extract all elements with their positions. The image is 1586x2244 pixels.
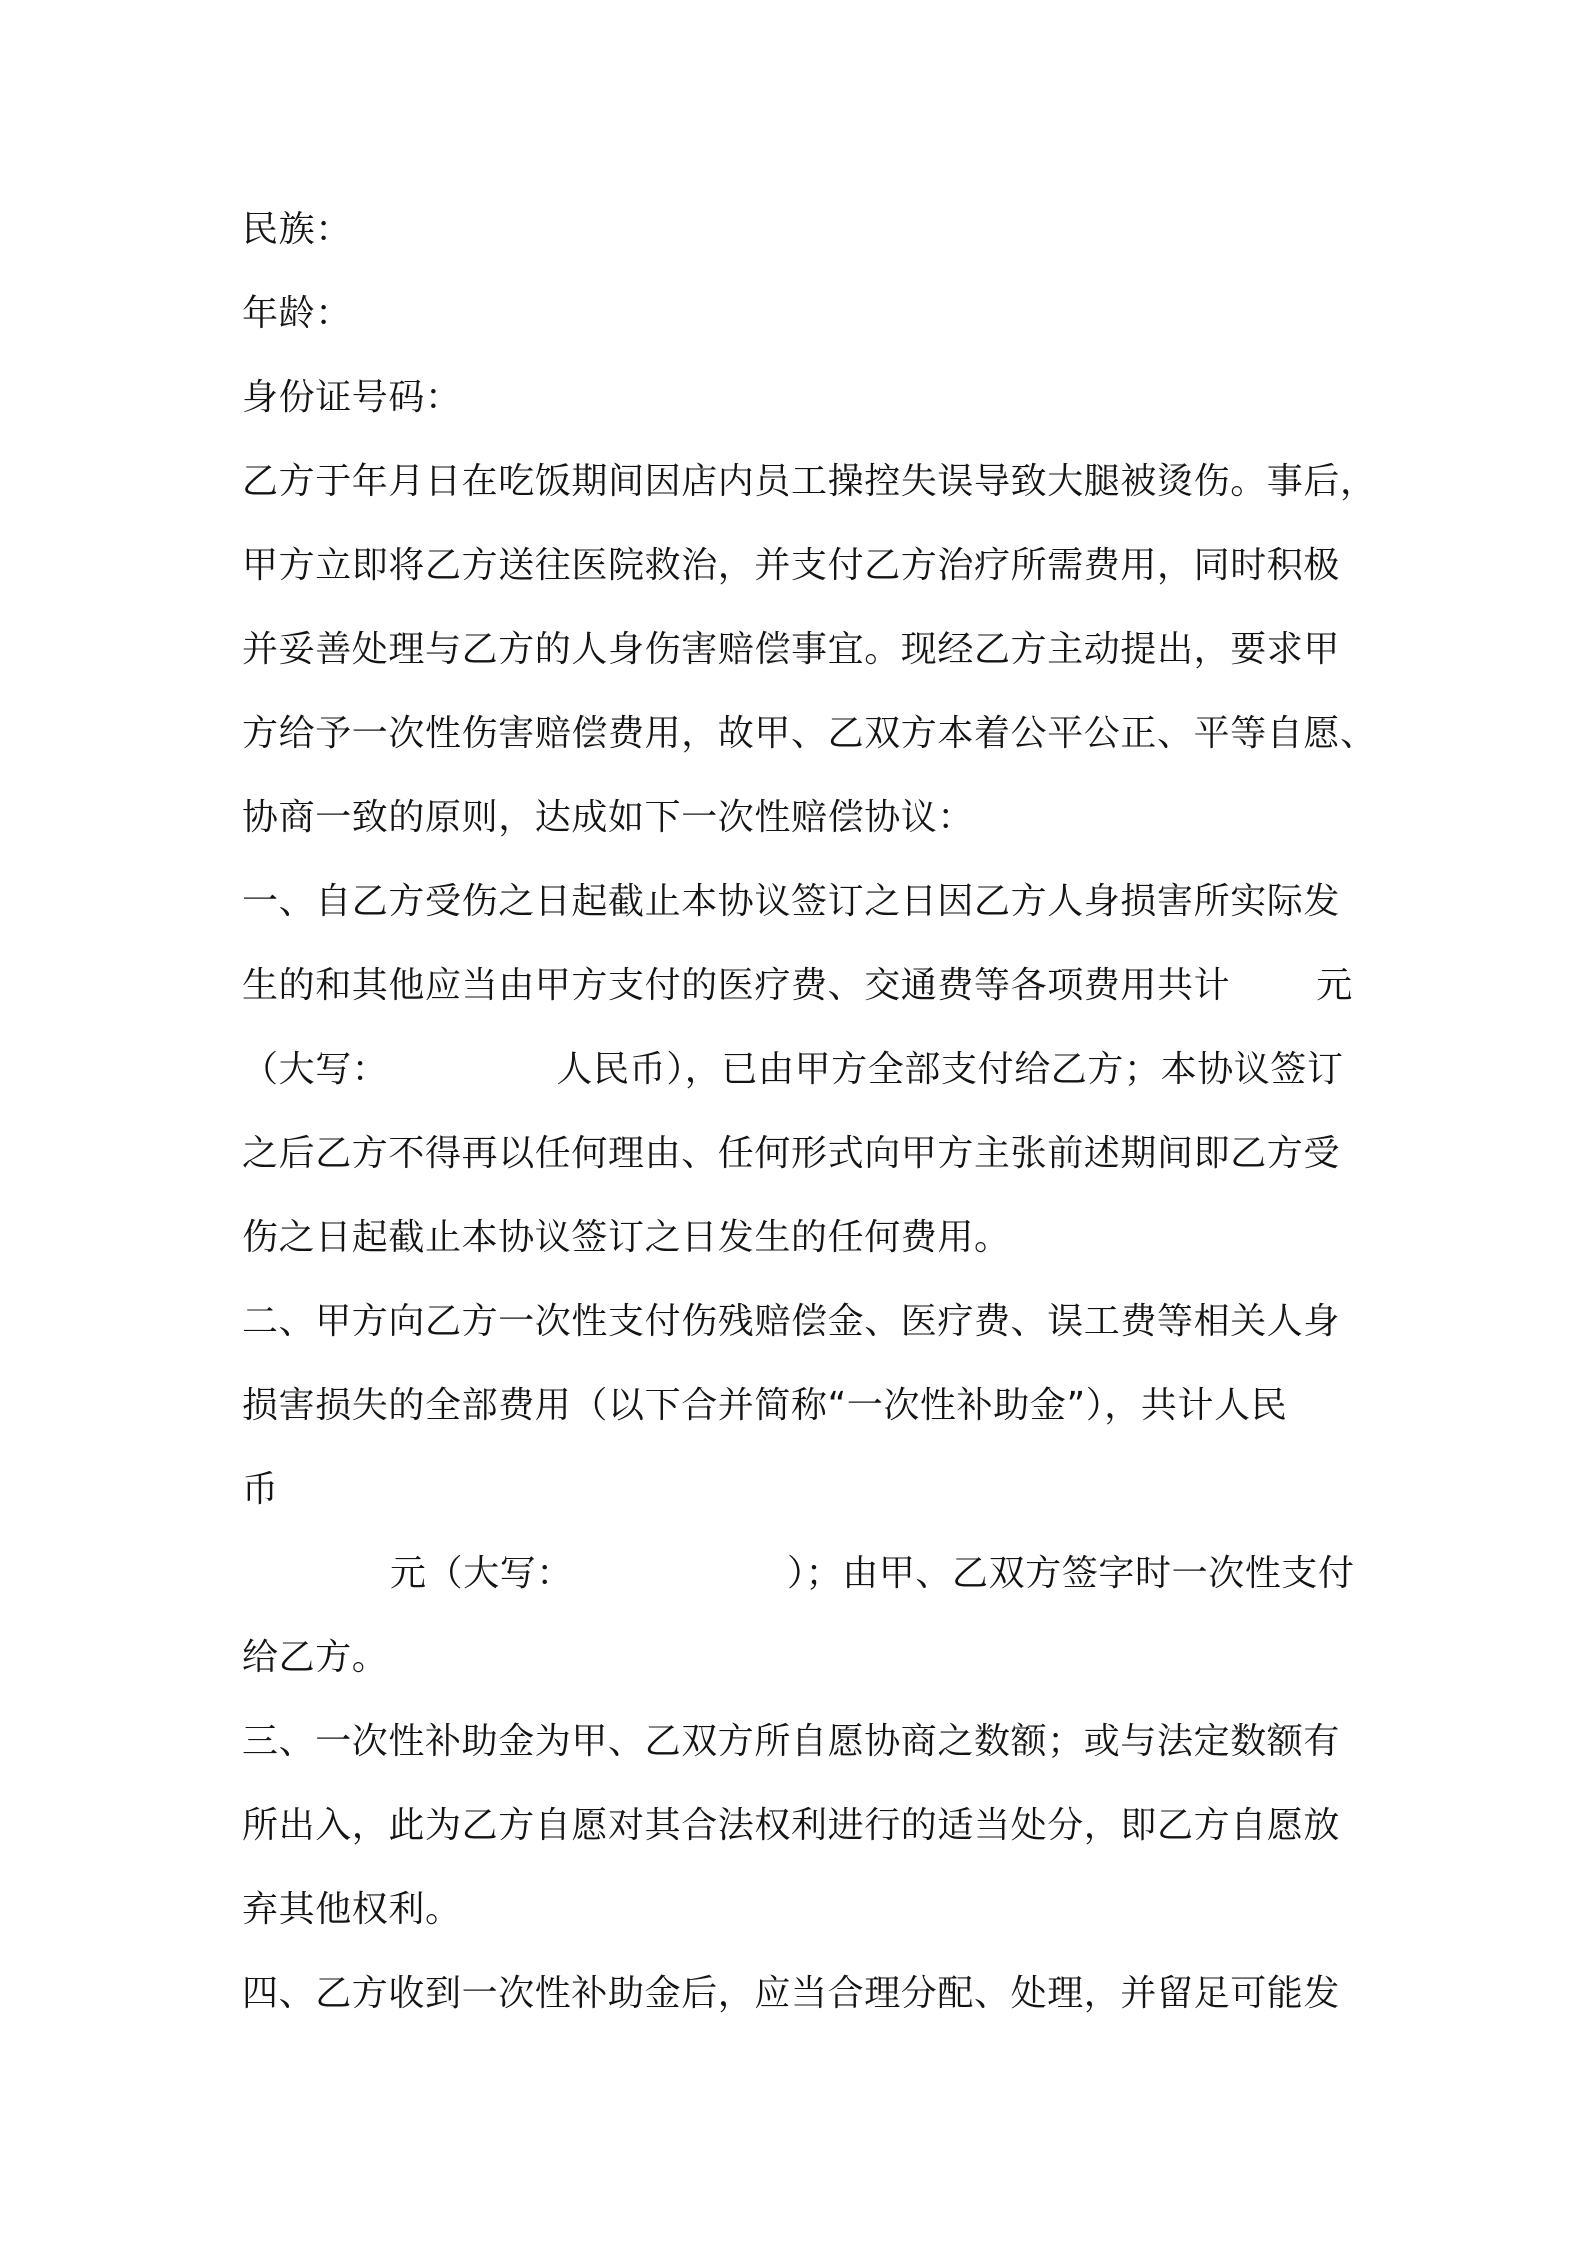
clause-3-line-1: 三、一次性补助金为甲、乙双方所自愿协商之数额；或与法定数额有	[242, 1721, 1341, 1762]
clause-1-line-3	[242, 1046, 1362, 1094]
clause-1-expense-text: 生的和其他应当由甲方支付的医疗费、交通费等各项费用共计	[242, 965, 1231, 1006]
preamble-line-1: 乙方于年月日在吃饭期间因店内员工操控失误导致大腿被烫伤。事后，	[242, 461, 1377, 502]
clause-1-line-5: 伤之日起截止本协议签订之日发生的任何费用。	[242, 1217, 1011, 1258]
clause-2-line-5: 给乙方。	[242, 1637, 389, 1678]
clause-1-unit: 元	[1316, 965, 1353, 1006]
clause-1-paid-text: 人民币），已由甲方全部支付给乙方；本协议签订	[556, 1049, 1344, 1090]
clause-2-capital-label: 元（大写：	[390, 1553, 574, 1594]
clause-2-line-3: 币	[242, 1469, 279, 1510]
id-number-field: 身份证号码：	[242, 377, 462, 418]
ethnicity-field: 民族：	[242, 209, 352, 250]
age-field: 年龄：	[242, 293, 352, 334]
clause-2-line-2: 损害损失的全部费用（以下合并简称“一次性补助金”），共计人民	[242, 1385, 1288, 1426]
preamble-line-5: 协商一致的原则，达成如下一次性赔偿协议：	[242, 797, 975, 838]
preamble-line-4: 方给予一次性伤害赔偿费用，故甲、乙双方本着公平公正、平等自愿、	[242, 713, 1377, 754]
clause-1-line-2	[242, 962, 1362, 1010]
preamble-line-3: 并妥善处理与乙方的人身伤害赔偿事宜。现经乙方主动提出，要求甲	[242, 629, 1341, 670]
clause-3-line-3: 弃其他权利。	[242, 1889, 462, 1930]
clause-2-line-1: 二、甲方向乙方一次性支付伤残赔偿金、医疗费、误工费等相关人身	[242, 1301, 1341, 1342]
clause-2-payment-text: ）；由甲、乙双方签字时一次性支付	[787, 1553, 1355, 1594]
clause-4-line-1: 四、乙方收到一次性补助金后，应当合理分配、处理，并留足可能发	[242, 1973, 1341, 2014]
clause-1-capital-label: （大写：	[242, 1049, 389, 1090]
clause-2-line-4	[242, 1550, 1362, 1598]
clause-1-line-4: 之后乙方不得再以任何理由、任何形式向甲方主张前述期间即乙方受	[242, 1133, 1341, 1174]
preamble-line-2: 甲方立即将乙方送往医院救治，并支付乙方治疗所需费用，同时积极	[242, 545, 1341, 586]
clause-3-line-2: 所出入，此为乙方自愿对其合法权利进行的适当处分，即乙方自愿放	[242, 1805, 1341, 1846]
clause-1-line-1: 一、自乙方受伤之日起截止本协议签订之日因乙方人身损害所实际发	[242, 881, 1341, 922]
